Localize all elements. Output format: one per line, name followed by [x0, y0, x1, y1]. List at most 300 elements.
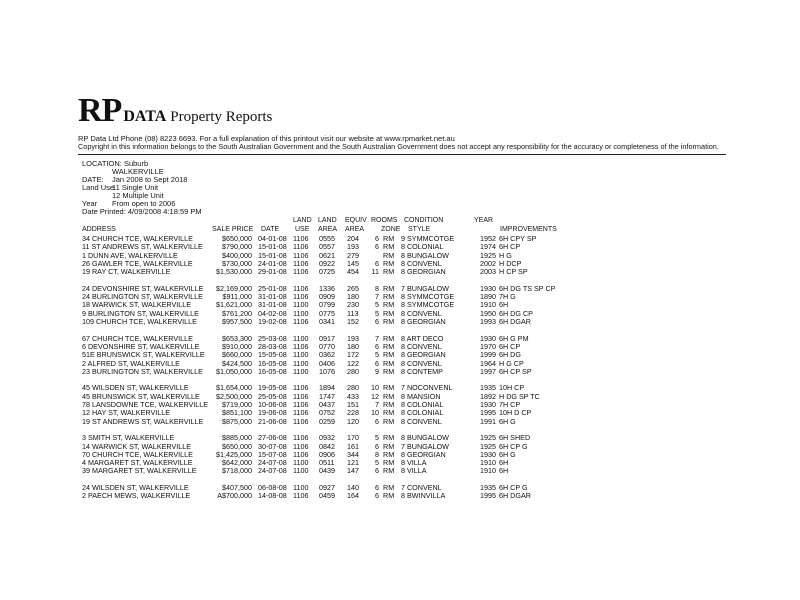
cell-year: 1964: [480, 358, 496, 368]
cell-date: 24-07-08: [258, 466, 287, 476]
cell-date: 19-02-08: [258, 317, 287, 326]
cell-rooms: 5: [375, 308, 379, 318]
cell-land-use: 1100: [293, 308, 309, 318]
cell-improvements: 6H: [499, 466, 509, 476]
cell-date: 15-07-08: [258, 449, 287, 459]
cell-sale-price: A$700,000: [217, 491, 252, 501]
cell-sale-price: $875,000: [222, 416, 252, 426]
cell-condition-style: 8 VILLA: [401, 466, 427, 476]
cell-year: 1935: [480, 483, 496, 492]
cell-condition-style: 8 SYMMCOTGE: [401, 292, 455, 302]
cell-sale-price: $957,500: [222, 317, 252, 326]
cell-zone: RM: [383, 250, 395, 260]
cell-year: 1997: [480, 366, 496, 376]
cell-year: 1890: [480, 292, 496, 302]
cell-address: 11 ST ANDREWS ST, WALKERVILLE: [82, 242, 203, 252]
cell-sale-price: $790,000: [222, 242, 252, 252]
copyright-line: Copyright in this information belongs to the South Australian Government and the South Australian Government does not accept any responsibility for the accuracy or completeness of the information.: [78, 142, 719, 151]
cell-sale-price: $851,100: [222, 408, 252, 418]
col-zone: ZONE: [381, 226, 401, 233]
cell-year: 1930: [480, 333, 496, 343]
cell-improvements: 6H DG CP: [499, 308, 533, 318]
cell-condition-style: 8 COLONIAL: [401, 242, 444, 252]
cell-improvements: 6H G PM: [499, 333, 529, 343]
cell-address: 34 CHURCH TCE, WALKERVILLE: [82, 234, 193, 243]
cell-rooms: 6: [375, 358, 379, 368]
cell-sale-price: $910,000: [222, 341, 252, 351]
cell-land-area: 0259: [319, 416, 335, 426]
cell-year: 1970: [480, 341, 496, 351]
cell-sale-price: $1,621,000: [216, 300, 252, 310]
cell-year: 1910: [480, 300, 496, 310]
cell-date: 31-01-08: [258, 292, 287, 302]
cell-improvements: 6H DG: [499, 350, 521, 360]
cell-address: 51E BRUNSWICK ST, WALKERVILLE: [82, 350, 205, 360]
cell-sale-price: $2,169,000: [216, 283, 252, 293]
col-style: STYLE: [408, 226, 431, 233]
cell-rooms: 7: [375, 292, 379, 302]
cell-address: 24 WILSDEN ST, WALKERVILLE: [82, 483, 189, 492]
cell-date: 04-02-08: [258, 308, 287, 318]
cell-year: 1925: [480, 433, 496, 443]
cell-sale-price: $1,654,000: [216, 383, 252, 393]
cell-sale-price: $885,000: [222, 433, 252, 443]
cell-sale-price: $642,000: [222, 458, 252, 468]
cell-address: 24 DEVONSHIRE ST, WALKERVILLE: [82, 283, 204, 293]
cell-address: 19 RAY CT, WALKERVILLE: [82, 267, 171, 277]
cell-year: 2003: [480, 267, 496, 277]
cell-address: 24 BURLINGTON ST, WALKERVILLE: [82, 292, 203, 302]
col-land-area-top: LAND: [318, 217, 337, 224]
cell-date: 14-08-08: [258, 491, 287, 501]
cell-land-area: 0917: [319, 333, 335, 343]
cell-equiv-area: 180: [347, 341, 359, 351]
cell-condition-style: 8 GEORGIAN: [401, 350, 446, 360]
cell-date: 15-01-08: [258, 250, 287, 260]
cell-address: 2 ALFRED ST, WALKERVILLE: [82, 358, 180, 368]
suburb-value: WALKERVILLE: [112, 167, 164, 176]
cell-land-area: 0725: [319, 267, 335, 277]
cell-equiv-area: 193: [347, 333, 359, 343]
cell-improvements: 6H DGAR: [499, 317, 531, 326]
cell-rooms: 10: [371, 383, 379, 393]
cell-sale-price: $650,000: [222, 234, 252, 243]
table-row: [0, 368, 800, 376]
cell-year: 1925: [480, 250, 496, 260]
cell-address: 3 SMITH ST, WALKERVILLE: [82, 433, 175, 443]
cell-address: 109 CHURCH TCE, WALKERVILLE: [82, 317, 197, 326]
cell-land-use: 1100: [293, 350, 309, 360]
col-equiv-area-bottom: AREA: [345, 226, 365, 233]
year-label: Year: [82, 199, 98, 208]
cell-rooms: 7: [375, 400, 379, 409]
cell-zone: RM: [383, 491, 395, 501]
cell-zone: RM: [383, 400, 395, 409]
cell-equiv-area: 180: [347, 292, 359, 302]
cell-land-area: 0557: [319, 242, 335, 252]
cell-land-use: 1100: [293, 300, 309, 310]
cell-improvements: 7H CP: [499, 400, 521, 409]
cell-land-area: 0775: [319, 308, 335, 318]
cell-improvements: 6H CP SP: [499, 366, 532, 376]
cell-zone: RM: [383, 234, 395, 243]
cell-condition-style: 8 CONVENL: [401, 341, 442, 351]
logo-tagline: Property Reports: [170, 109, 273, 125]
cell-improvements: 7H G: [499, 292, 516, 302]
cell-land-area: 0406: [319, 358, 335, 368]
cell-year: 1930: [480, 283, 496, 293]
cell-zone: RM: [383, 366, 395, 376]
cell-zone: RM: [383, 416, 395, 426]
cell-land-use: 1106: [293, 449, 309, 459]
cell-improvements: 6H G: [499, 416, 516, 426]
cell-condition-style: 8 CONTEMP: [401, 366, 443, 376]
cell-zone: RM: [383, 242, 395, 252]
land-use-multiple: 12 Multiple Unit: [112, 191, 164, 200]
table-row: [0, 268, 800, 276]
cell-land-area: 0621: [319, 250, 335, 260]
cell-condition-style: 8 SYMMCOTGE: [401, 300, 455, 310]
cell-address: 4 MARGARET ST, WALKERVILLE: [82, 458, 193, 468]
cell-improvements: 6H: [499, 300, 509, 310]
col-date: DATE: [261, 226, 280, 233]
cell-address: 1 DUNN AVE, WALKERVILLE: [82, 250, 178, 260]
cell-date: 19-05-08: [258, 383, 287, 393]
cell-date: 27-06-08: [258, 433, 287, 443]
cell-date: 15-01-08: [258, 242, 287, 252]
cell-sale-price: $1,050,000: [216, 366, 252, 376]
cell-year: 1952: [480, 234, 496, 243]
cell-year: 1930: [480, 449, 496, 459]
cell-improvements: 6H CP G: [499, 483, 528, 492]
cell-land-use: 1106: [293, 383, 309, 393]
cell-land-area: 0752: [319, 408, 335, 418]
land-use-label: Land Use: [82, 183, 115, 192]
cell-equiv-area: 228: [347, 408, 359, 418]
cell-equiv-area: 161: [347, 441, 359, 451]
cell-rooms: 10: [371, 408, 379, 418]
cell-land-area: 0555: [319, 234, 335, 243]
cell-equiv-area: 122: [347, 358, 359, 368]
cell-zone: RM: [383, 449, 395, 459]
cell-address: 67 CHURCH TCE, WALKERVILLE: [82, 333, 193, 343]
cell-equiv-area: 170: [347, 433, 359, 443]
cell-zone: RM: [383, 292, 395, 302]
cell-improvements: 6H DG TS SP CP: [499, 283, 556, 293]
cell-land-area: 0439: [319, 466, 335, 476]
cell-condition-style: 8 VILLA: [401, 458, 427, 468]
cell-condition-style: 8 CONVENL: [401, 416, 442, 426]
cell-land-area: 0799: [319, 300, 335, 310]
cell-zone: RM: [383, 317, 395, 326]
cell-equiv-area: 265: [347, 283, 359, 293]
cell-land-use: 1100: [293, 483, 309, 492]
cell-land-use: 1106: [293, 283, 309, 293]
cell-date: 15-05-08: [258, 350, 287, 360]
cell-date: 25-05-08: [258, 391, 287, 401]
cell-year: 1950: [480, 308, 496, 318]
cell-address: 19 ST ANDREWS ST, WALKERVILLE: [82, 416, 204, 426]
cell-zone: RM: [383, 258, 395, 268]
cell-condition-style: 8 COLONIAL: [401, 400, 444, 409]
header-rule: [78, 154, 726, 155]
cell-date: 21-06-08: [258, 416, 287, 426]
cell-land-use: 1100: [293, 458, 309, 468]
col-address: ADDRESS: [82, 226, 116, 233]
col-land-use-bottom: USE: [295, 226, 310, 233]
cell-rooms: 6: [375, 258, 379, 268]
cell-rooms: 6: [375, 466, 379, 476]
cell-sale-price: $911,000: [222, 292, 252, 302]
land-use-single: 11 Single Unit: [112, 183, 159, 192]
cell-condition-style: 8 GEORGIAN: [401, 449, 446, 459]
cell-equiv-area: 433: [347, 391, 359, 401]
cell-zone: RM: [383, 483, 395, 492]
cell-equiv-area: 204: [347, 234, 359, 243]
cell-date: 06-08-08: [258, 483, 287, 492]
table-row: [0, 467, 800, 475]
cell-zone: RM: [383, 333, 395, 343]
cell-rooms: 12: [371, 391, 379, 401]
logo-rp: RP: [78, 92, 122, 129]
cell-condition-style: 7 BUNGALOW: [401, 441, 449, 451]
cell-improvements: H CP SP: [499, 267, 528, 277]
cell-rooms: 8: [375, 449, 379, 459]
cell-condition-style: 8 COLONIAL: [401, 408, 444, 418]
cell-land-area: 0511: [319, 458, 335, 468]
cell-land-area: 1747: [319, 391, 335, 401]
cell-condition-style: 8 CONVENL: [401, 358, 442, 368]
cell-land-area: 0932: [319, 433, 335, 443]
cell-year: 2002: [480, 258, 496, 268]
cell-address: 45 BRUNSWICK ST, WALKERVILLE: [82, 391, 200, 401]
cell-land-use: 1100: [293, 366, 309, 376]
cell-equiv-area: 454: [347, 267, 359, 277]
cell-improvements: 10H D CP: [499, 408, 532, 418]
table-row: [0, 418, 800, 426]
cell-address: 6 DEVONSHIRE ST, WALKERVILLE: [82, 341, 200, 351]
cell-land-use: 1106: [293, 258, 309, 268]
cell-land-use: 1106: [293, 441, 309, 451]
cell-land-use: 1106: [293, 242, 309, 252]
cell-land-use: 1106: [293, 416, 309, 426]
cell-address: 9 BURLINGTON ST, WALKERVILLE: [82, 308, 199, 318]
cell-condition-style: 8 GEORGIAN: [401, 317, 446, 326]
cell-improvements: H G: [499, 250, 512, 260]
cell-land-use: 1106: [293, 267, 309, 277]
cell-rooms: 5: [375, 300, 379, 310]
cell-land-use: 1106: [293, 317, 309, 326]
cell-zone: RM: [383, 267, 395, 277]
cell-improvements: 6H SHED: [499, 433, 531, 443]
cell-land-area: 0906: [319, 449, 335, 459]
cell-date: 29-01-08: [258, 267, 287, 277]
cell-land-area: 0842: [319, 441, 335, 451]
cell-sale-price: $761,200: [222, 308, 252, 318]
cell-sale-price: $407,500: [222, 483, 252, 492]
cell-year: 1993: [480, 317, 496, 326]
cell-improvements: 6H CPY SP: [499, 234, 537, 243]
cell-rooms: 5: [375, 433, 379, 443]
cell-improvements: H DCP: [499, 258, 522, 268]
cell-rooms: 11: [371, 267, 379, 277]
cell-improvements: H DG SP TC: [499, 391, 540, 401]
cell-rooms: 8: [375, 283, 379, 293]
table-row: [0, 351, 800, 359]
cell-address: 78 LANSDOWNE TCE, WALKERVILLE: [82, 400, 209, 409]
cell-equiv-area: 344: [347, 449, 359, 459]
cell-land-area: 0770: [319, 341, 335, 351]
cell-condition-style: 7 NOCONVENL: [401, 383, 453, 393]
rp-data-logo: [78, 92, 272, 130]
cell-rooms: 6: [375, 234, 379, 243]
cell-land-area: 0437: [319, 400, 335, 409]
cell-land-use: 1100: [293, 358, 309, 368]
cell-sale-price: $719,000: [222, 400, 252, 409]
cell-date: 28-03-08: [258, 341, 287, 351]
date-label: DATE:: [82, 175, 104, 184]
cell-improvements: 6H CP G: [499, 441, 528, 451]
cell-improvements: 6H CP: [499, 242, 521, 252]
cell-date: 04-01-08: [258, 234, 287, 243]
table-row: [0, 318, 800, 326]
year-range: From open to 2006: [112, 199, 176, 208]
cell-zone: RM: [383, 358, 395, 368]
logo-data: DATA: [123, 108, 167, 125]
cell-condition-style: 8 ART DECO: [401, 333, 444, 343]
cell-sale-price: $1,425,000: [216, 449, 252, 459]
table-row: [0, 492, 800, 500]
cell-land-use: 1106: [293, 292, 309, 302]
cell-rooms: 6: [375, 317, 379, 326]
cell-land-area: 1894: [319, 383, 335, 393]
cell-sale-price: $718,000: [222, 466, 252, 476]
cell-zone: RM: [383, 308, 395, 318]
cell-land-area: 1076: [319, 366, 335, 376]
cell-land-area: 0362: [319, 350, 335, 360]
cell-land-use: 1106: [293, 491, 309, 501]
cell-land-use: 1106: [293, 391, 309, 401]
cell-date: 16-05-08: [258, 366, 287, 376]
cell-zone: RM: [383, 441, 395, 451]
cell-address: 39 MARGARET ST, WALKERVILLE: [82, 466, 197, 476]
cell-zone: RM: [383, 466, 395, 476]
cell-condition-style: 8 MANSION: [401, 391, 441, 401]
cell-zone: RM: [383, 350, 395, 360]
cell-land-use: 1106: [293, 250, 309, 260]
cell-date: 30-07-08: [258, 441, 287, 451]
cell-rooms: 5: [375, 458, 379, 468]
cell-rooms: 9: [375, 366, 379, 376]
cell-rooms: 6: [375, 483, 379, 492]
cell-zone: RM: [383, 408, 395, 418]
cell-sale-price: $653,300: [222, 333, 252, 343]
cell-condition-style: 8 BUNGALOW: [401, 250, 449, 260]
cell-date: 24-07-08: [258, 458, 287, 468]
cell-date: 19-06-08: [258, 408, 287, 418]
col-improvements: IMPROVEMENTS: [500, 226, 557, 233]
cell-zone: RM: [383, 391, 395, 401]
cell-equiv-area: 147: [347, 466, 359, 476]
cell-improvements: 6H CP: [499, 341, 521, 351]
cell-sale-price: $650,000: [222, 441, 252, 451]
cell-land-area: 1336: [319, 283, 335, 293]
col-sale-price: SALE PRICE: [212, 226, 254, 233]
cell-equiv-area: 172: [347, 350, 359, 360]
cell-zone: RM: [383, 433, 395, 443]
cell-year: 1995: [480, 491, 496, 501]
cell-equiv-area: 140: [347, 483, 359, 492]
cell-equiv-area: 120: [347, 416, 359, 426]
cell-equiv-area: 121: [347, 458, 359, 468]
cell-land-use: 1106: [293, 408, 309, 418]
cell-zone: RM: [383, 458, 395, 468]
cell-address: 12 HAY ST, WALKERVILLE: [82, 408, 171, 418]
cell-sale-price: $400,000: [222, 250, 252, 260]
cell-condition-style: 7 BUNGALOW: [401, 283, 449, 293]
col-condition-top: CONDITION: [404, 217, 444, 224]
cell-improvements: 10H CP: [499, 383, 525, 393]
cell-condition-style: 8 GEORGIAN: [401, 267, 446, 277]
cell-equiv-area: 145: [347, 258, 359, 268]
cell-date: 25-01-08: [258, 283, 287, 293]
cell-equiv-area: 279: [347, 250, 359, 260]
cell-rooms: 7: [375, 333, 379, 343]
cell-address: 14 WARWICK ST, WALKERVILLE: [82, 441, 192, 451]
cell-land-area: 0909: [319, 292, 335, 302]
cell-sale-price: $2,500,000: [216, 391, 252, 401]
cell-rooms: 5: [375, 350, 379, 360]
cell-address: 23 BURLINGTON ST, WALKERVILLE: [82, 366, 203, 376]
cell-land-area: 0927: [319, 483, 335, 492]
cell-date: 16-05-08: [258, 358, 287, 368]
cell-condition-style: 8 CONVENL: [401, 308, 442, 318]
cell-year: 1999: [480, 350, 496, 360]
cell-land-area: 0341: [319, 317, 335, 326]
cell-equiv-area: 193: [347, 242, 359, 252]
cell-date: 24-01-08: [258, 258, 287, 268]
cell-condition-style: 8 BWINVILLA: [401, 491, 446, 501]
cell-sale-price: $730,000: [222, 258, 252, 268]
cell-date: 31-01-08: [258, 300, 287, 310]
cell-sale-price: $660,000: [222, 350, 252, 360]
cell-land-use: 1106: [293, 400, 309, 409]
cell-equiv-area: 230: [347, 300, 359, 310]
cell-year: 1991: [480, 416, 496, 426]
cell-equiv-area: 164: [347, 491, 359, 501]
cell-rooms: 6: [375, 242, 379, 252]
cell-year: 1910: [480, 458, 496, 468]
cell-sale-price: $424,500: [222, 358, 252, 368]
cell-year: 1925: [480, 441, 496, 451]
cell-address: 26 GAWLER TCE, WALKERVILLE: [82, 258, 193, 268]
cell-rooms: 6: [375, 441, 379, 451]
cell-land-area: 0459: [319, 491, 335, 501]
cell-zone: RM: [383, 300, 395, 310]
cell-condition-style: 7 CONVENL: [401, 483, 442, 492]
cell-zone: RM: [383, 283, 395, 293]
cell-improvements: H G CP: [499, 358, 524, 368]
col-rooms: ROOMS: [371, 217, 398, 224]
cell-year: 1930: [480, 400, 496, 409]
date-printed: Date Printed: 4/09/2008 4:18:59 PM: [82, 207, 202, 216]
cell-equiv-area: 280: [347, 383, 359, 393]
cell-improvements: 6H DGAR: [499, 491, 531, 501]
cell-improvements: 6H G: [499, 449, 516, 459]
cell-rooms: 6: [375, 491, 379, 501]
table-row: [0, 434, 800, 442]
cell-land-use: 1100: [293, 333, 309, 343]
